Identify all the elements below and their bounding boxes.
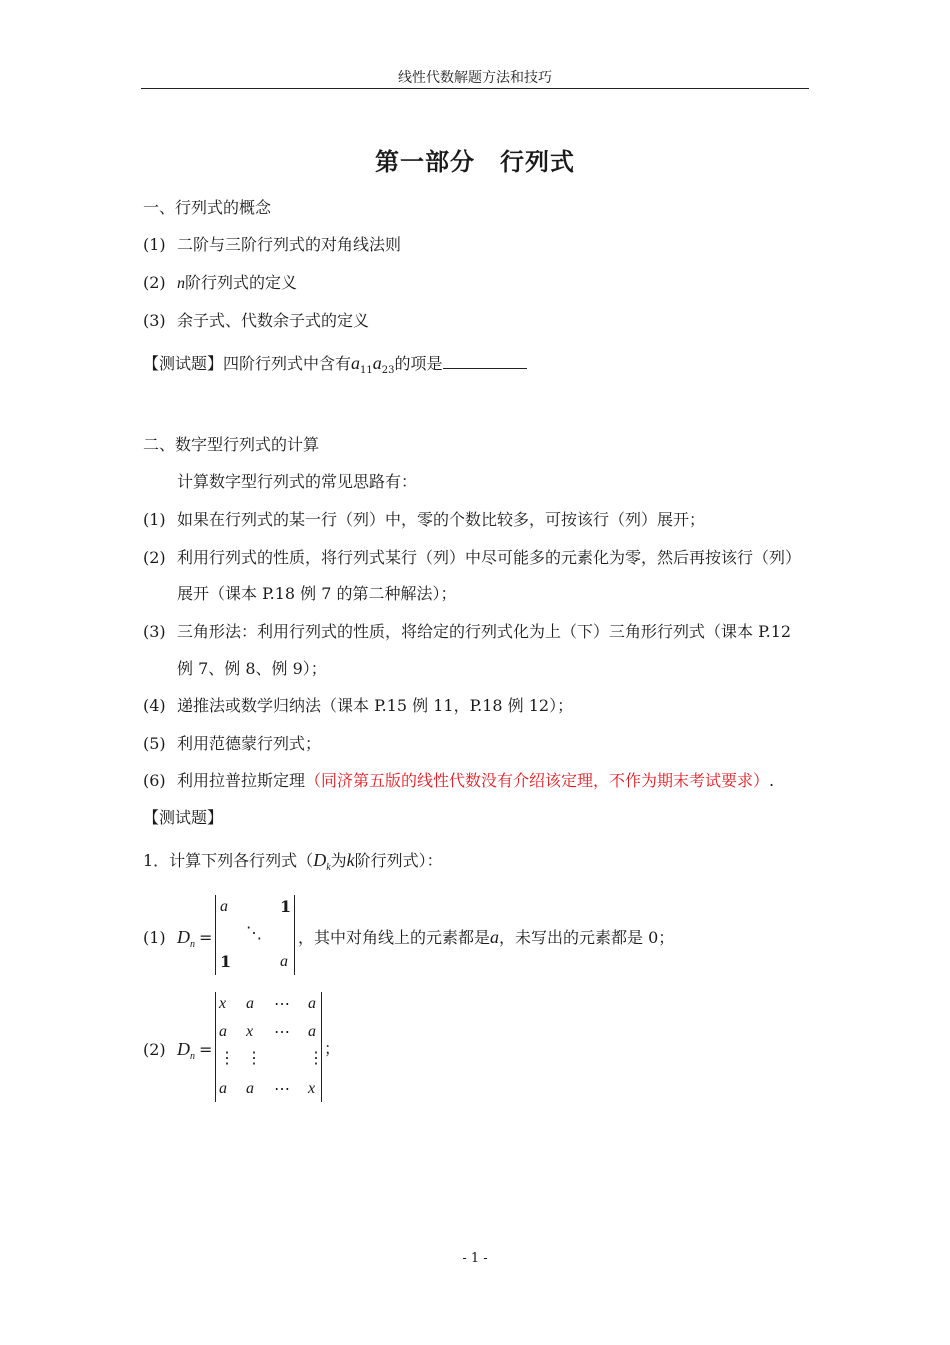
test-label: 【测试题】 bbox=[143, 354, 224, 373]
var-a: a bbox=[490, 927, 500, 947]
running-header: 线性代数解题方法和技巧 bbox=[398, 70, 552, 86]
p1-note-1: ，其中对角线上的元素都是 bbox=[298, 928, 491, 947]
sec2-item-1 bbox=[143, 510, 705, 530]
det2-r3c2: ⋮ bbox=[246, 1048, 262, 1067]
sec1-item-3 bbox=[143, 311, 369, 331]
det1-diag-dots: ⋱ bbox=[246, 923, 262, 942]
var-k: k bbox=[346, 850, 355, 870]
question-1 bbox=[143, 850, 443, 878]
item-text: 利用行列式的性质，将行列式某行（列）中尽可能多的元素化为零，然后再按该行（列） bbox=[177, 548, 802, 567]
item-number: (2) bbox=[143, 273, 166, 292]
equals: = bbox=[199, 928, 213, 947]
det2-r2c4: a bbox=[308, 1023, 316, 1040]
problem-number: (1) bbox=[143, 928, 166, 947]
det2-r1c3: ⋯ bbox=[274, 994, 290, 1013]
item-text: 余子式、代数余子式的定义 bbox=[177, 311, 370, 330]
item-text: 利用拉普拉斯定理 bbox=[177, 771, 306, 790]
det1-a-bottom: a bbox=[280, 953, 288, 970]
item-text: 递推法或数学归纳法（课本 P.15 例 11，P.18 例 12）； bbox=[177, 696, 574, 715]
det2-r1c2: a bbox=[246, 995, 254, 1012]
det2-r3c1: ⋮ bbox=[219, 1048, 235, 1067]
det2-r1c4: a bbox=[308, 995, 316, 1012]
item-number: (3) bbox=[143, 622, 166, 641]
item-number: (6) bbox=[143, 771, 166, 790]
det2-r2c3: ⋯ bbox=[274, 1022, 290, 1041]
det1-one-bottom: 1 bbox=[220, 952, 232, 971]
det2-r4c3: ⋯ bbox=[274, 1079, 290, 1098]
det2-r3c4: ⋮ bbox=[308, 1048, 324, 1067]
red-note: （同济第五版的线性代数没有介绍该定理，不作为期末考试要求） bbox=[305, 771, 770, 790]
answer-blank bbox=[443, 353, 527, 369]
var-a1: a bbox=[351, 353, 361, 373]
det2-r2c2: x bbox=[246, 1023, 254, 1040]
var-a2: a bbox=[372, 353, 382, 373]
determinant-1 bbox=[215, 895, 295, 975]
item-number: (5) bbox=[143, 734, 166, 753]
item-number: (1) bbox=[143, 235, 166, 254]
equals: = bbox=[199, 1040, 213, 1059]
sec2-item-6 bbox=[143, 771, 774, 791]
sub-n: n bbox=[190, 939, 195, 951]
sub-n: n bbox=[190, 1051, 195, 1063]
var-D: D bbox=[177, 1039, 190, 1059]
item-number: (2) bbox=[143, 548, 166, 567]
q1-mid: 为 bbox=[330, 851, 347, 870]
var-D: D bbox=[313, 850, 327, 870]
sub-k: k bbox=[326, 862, 331, 874]
sec1-test-question bbox=[143, 353, 527, 381]
det2-r4c2: a bbox=[246, 1080, 254, 1097]
det2-r4c1: a bbox=[219, 1080, 227, 1097]
sec1-item-1 bbox=[143, 235, 401, 255]
item-number: (3) bbox=[143, 311, 166, 330]
section2-heading: 二、数字型行列式的计算 bbox=[143, 435, 320, 454]
det2-r1c1: x bbox=[219, 995, 227, 1012]
item-text: 阶行列式的定义 bbox=[185, 273, 298, 292]
section1-heading: 一、行列式的概念 bbox=[143, 198, 272, 217]
determinant-2 bbox=[215, 992, 322, 1102]
sub-23: 23 bbox=[381, 365, 395, 377]
problem-2-end: ； bbox=[324, 1039, 341, 1058]
det1-one-top: 1 bbox=[280, 897, 292, 916]
problem-1-note bbox=[298, 927, 674, 948]
item-number: (1) bbox=[143, 510, 166, 529]
test-text: 四阶行列式中含有 bbox=[223, 354, 352, 373]
page-number: - 1 - bbox=[462, 1251, 488, 1266]
sec1-item-2 bbox=[143, 273, 297, 294]
sec2-item-3-cont: 例 7、例 8、例 9）； bbox=[177, 659, 327, 678]
det2-r2c1: a bbox=[219, 1023, 227, 1040]
q1-prefix: 1．计算下列各行列式（ bbox=[143, 851, 314, 870]
sec2-item-2-cont: 展开（课本 P.18 例 7 的第二种解法）； bbox=[177, 584, 457, 603]
problem-1-label bbox=[143, 927, 212, 955]
item-text: 如果在行列式的某一行（列）中，零的个数比较多，可按该行（列）展开； bbox=[177, 510, 706, 529]
test-text-2: 的项是 bbox=[394, 354, 443, 373]
var-D: D bbox=[177, 927, 190, 947]
item-number: (4) bbox=[143, 696, 166, 715]
problem-2-label bbox=[143, 1039, 212, 1067]
section2-intro: 计算数字型行列式的常见思路有： bbox=[177, 472, 418, 491]
item-end: . bbox=[769, 771, 775, 790]
item-text: 二阶与三阶行列式的对角线法则 bbox=[177, 235, 402, 254]
header-rule bbox=[141, 88, 809, 89]
sub-11: 11 bbox=[360, 365, 373, 377]
sec2-item-4 bbox=[143, 696, 573, 716]
item-text: 三角形法：利用行列式的性质，将给定的行列式化为上（下）三角形行列式（课本 P.12 bbox=[177, 622, 792, 641]
sec2-item-3 bbox=[143, 622, 791, 642]
sec2-item-2 bbox=[143, 548, 801, 568]
page-title: 第一部分 行列式 bbox=[375, 147, 575, 176]
det1-a-top: a bbox=[220, 898, 228, 915]
problem-number: (2) bbox=[143, 1040, 166, 1059]
sec2-test-label: 【测试题】 bbox=[143, 808, 224, 827]
item-text: 利用范德蒙行列式； bbox=[177, 734, 322, 753]
sec2-item-5 bbox=[143, 734, 321, 754]
var-n: n bbox=[177, 275, 185, 292]
p1-note-2: ，未写出的元素都是 0； bbox=[499, 928, 675, 947]
det2-r4c4: x bbox=[308, 1080, 316, 1097]
q1-suffix: 阶行列式）： bbox=[354, 851, 443, 870]
